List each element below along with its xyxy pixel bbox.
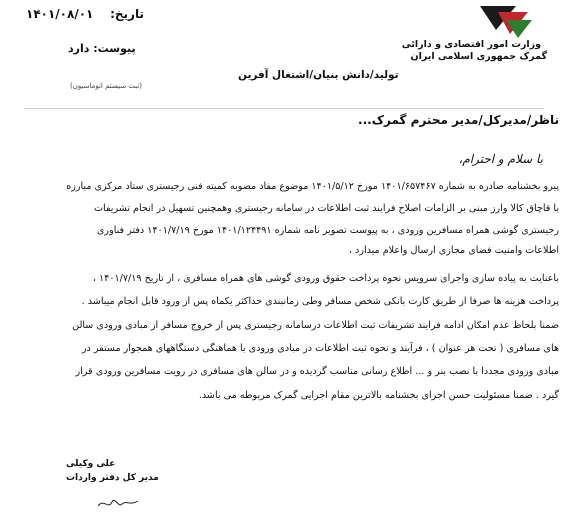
- body-line: های مسافری ( تحت هر عنوان ) ، فرآیند و نحوه ثبت اطلاعات در مبادی ورودی با هماهنگی دستگاههای همجوار مستقر در: [81, 343, 559, 354]
- attachment-note: پیوست: دارد: [68, 42, 136, 55]
- date-value: ۱۴۰۱/۰۸/۰۱: [26, 7, 94, 21]
- letter-date: [26, 7, 144, 21]
- customs-name: گمرک جمهوری اسلامی ایران: [410, 51, 547, 62]
- body-line: باعنایت به پیاده سازی واجرای سرویس نحوه پرداخت حقوق ورودی گوشی های همراه مسافری ، از تاریخ ۱۴۰۱/۷/۱۹ ،: [92, 273, 559, 284]
- signer-title: مدیر کل دفتر واردات: [66, 473, 159, 483]
- body-line: پیرو بخشنامه صادره به شماره ۱۴۰۱/۶۵۷۴۶۷ مورخ ۱۴۰۱/۵/۱۲ موضوع مفاد مصوبه کمیته فنی رجیستری ستاد مرکزی مبارزه: [66, 181, 559, 192]
- body-line: مبادی ورودی مجددا با نصب بنر و ... اطلاع رسانی مناسب گردیده و در سالن های مسافری در رویت مسافرین ورودی قرار: [75, 366, 559, 377]
- body-line: گیرد . ضمنا مسئولیت حسن اجرای بخشنامه بالاترین مقام اجرایی گمرک مربوطه می باشد.: [198, 390, 559, 401]
- date-label: تاریخ:: [110, 7, 144, 21]
- header-divider: [24, 108, 544, 109]
- customs-logo: [476, 4, 534, 40]
- ministry-name: وزارت امور اقتصادی و دارائی: [401, 39, 541, 50]
- body-line: ضمنا بلحاظ عدم امکان ادامه فرایند تشریفات ثبت اطلاعات درسامانه رجیستری پس از خروج مسافر از مبادی ورودی سالن: [72, 320, 559, 331]
- greeting: با سلام و احترام،: [458, 152, 543, 166]
- handwritten-signature: [96, 492, 140, 514]
- body-line: پرداخت هزینه ها صرفا از طریق کارت بانکی شخص مسافر وطی زمانبندی حداکثر یکماه پس از ورود قابل انجام میباشد .: [81, 296, 559, 307]
- slogan-line: تولید/دانش بنیان/اشتغال آفرین: [238, 69, 399, 81]
- body-line: رجیستری گوشی همراه مسافرین ورودی ، به پیوست تصویر نامه شماره ۱۴۰۱/۱۲۴۴۹۱ مورخ ۱۴۰۱/۷/۱۹ دفتر فناوری: [96, 225, 559, 236]
- body-line: با قاچاق کالا وارز مبنی بر الزامات اصلاح فرایند ثبت اطلاعات در سامانه رجیستری وهمچنین تسهیل در انجام تشریفات: [93, 203, 559, 214]
- body-line: اطلاعات وامنیت فضای مجازی ارسال واعلام میدارد ،: [348, 245, 559, 256]
- addressee: ناظر/مدیرکل/مدیر محترم گمرک...: [358, 113, 559, 127]
- signer-name: علی وکیلی: [66, 459, 116, 469]
- system-note: (ثبت سیستم اتوماسیون): [70, 82, 142, 90]
